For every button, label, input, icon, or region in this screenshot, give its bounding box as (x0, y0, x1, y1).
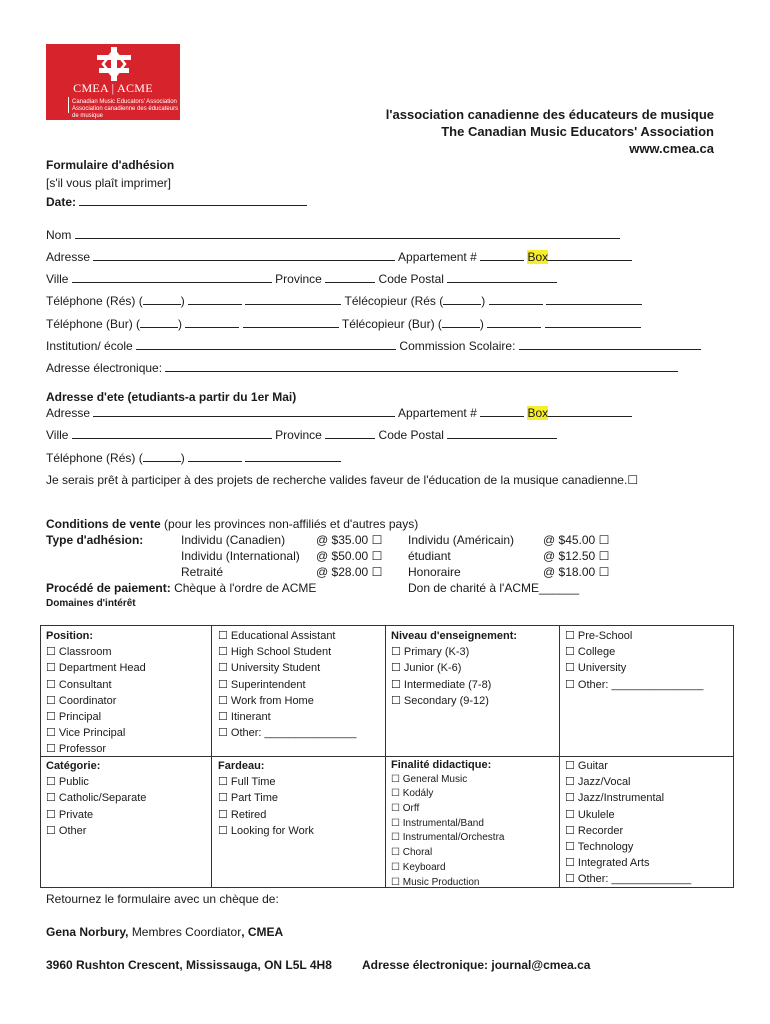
checkbox-item[interactable]: ☐ Keyboard (391, 861, 446, 873)
association-header (386, 106, 714, 157)
checkbox-item[interactable]: ☐ Full Time (218, 776, 276, 789)
fardeau-cell: Fardeau: ☐ Full Time ☐ Part Time ☐ Retired ☐ Looking for Work (218, 758, 314, 839)
checkbox-item[interactable]: ☐ Junior (K-6) (391, 662, 462, 675)
box-label: Box (527, 250, 549, 264)
appartement-line[interactable] (480, 249, 524, 261)
checkbox[interactable]: ☐ (371, 549, 383, 563)
membership-option[interactable]: Retraité (181, 565, 224, 579)
finalite-cell: Finalité didactique: ☐ General Music ☐ Kodály ☐ Orff ☐ Instrumental/Band ☐ Instrumental/Orchestra ☐ Choral ☐ Keyboard ☐ Music Production (391, 758, 504, 890)
email-row[interactable]: Adresse électronique: (46, 360, 678, 375)
membership-option[interactable]: étudiant (408, 549, 451, 563)
position-cell: Position: ☐ Classroom ☐ Department Head ☐ Consultant ☐ Coordinator ☐ Principal ☐ Vice Principal ☐ Professor (46, 628, 146, 758)
niveau2-cell (565, 628, 703, 693)
cmea-logo (46, 44, 180, 120)
membership-price[interactable]: @ $28.00 ☐ (316, 565, 383, 579)
type-label: Type d'adhésion: (46, 533, 144, 547)
checkbox-item[interactable]: ☐ Principal (46, 710, 102, 723)
logo-divider (68, 97, 69, 113)
interest-table (40, 625, 734, 888)
niveau-cell: Niveau d'enseignement: ☐ Primary (K-3) ☐ Junior (K-6) ☐ Intermediate (7-8) ☐ Secondary (9-12) (391, 628, 517, 709)
checkbox-item[interactable]: ☐ Technology (565, 840, 634, 853)
checkbox-item[interactable]: ☐ Guitar (565, 760, 608, 772)
header-french: l'association canadienne des éducateurs de musique (385, 107, 714, 122)
logo-subtitle: Canadian Music Educators' Association Association canadienne des éducateurs de musique (72, 99, 179, 119)
institution-line[interactable] (136, 338, 396, 350)
checkbox[interactable]: ☐ (598, 533, 610, 547)
categorie-cell: Catégorie: ☐ Public ☐ Catholic/Separate ☐ Private ☐ Other (46, 758, 146, 839)
membership-price[interactable]: @ $35.00 ☐ (316, 533, 383, 547)
checkbox-item[interactable]: ☐ Recorder (565, 824, 624, 837)
contact-line: Gena Norbury, Membres Coordiator, CMEA (46, 925, 284, 939)
date-line[interactable] (79, 194, 307, 206)
box-line[interactable] (548, 249, 632, 261)
checkbox-item[interactable]: ☐ Other: _____________ (565, 873, 692, 886)
checkbox-item[interactable]: ☐ Part Time (218, 792, 278, 805)
header-url[interactable]: www.cmea.ca (629, 141, 714, 156)
membership-option[interactable]: Individu (Américain) (408, 533, 515, 547)
checkbox-item[interactable]: ☐ University (565, 662, 627, 675)
maple-star-icon (95, 47, 133, 81)
contact-email[interactable]: Adresse électronique: journal@cmea.ca (362, 958, 591, 972)
membership-option[interactable]: Honoraire (408, 565, 461, 579)
checkbox-item[interactable]: ☐ Superintendent (218, 678, 306, 691)
conditions-heading: Conditions de vente (pour les provinces non-affiliés et d'autres pays) (46, 517, 419, 531)
date-row[interactable]: Date: (46, 194, 307, 209)
donation-field[interactable]: Don de charité à l'ACME______ (408, 581, 580, 595)
research-consent[interactable]: Je serais prêt à participer à des projets de recherche valides faveur de l'éducation de la musique canadienne.☐ (46, 473, 639, 487)
checkbox-item[interactable]: ☐ Intermediate (7-8) (391, 678, 492, 691)
membership-price[interactable]: @ $18.00 ☐ (543, 565, 610, 579)
ville-line[interactable] (72, 271, 272, 283)
checkbox-item[interactable]: ☐ Orff (391, 803, 420, 815)
checkbox-item[interactable]: ☐ Music Production (391, 876, 480, 888)
checkbox-item[interactable]: ☐ Vice Principal (46, 727, 126, 740)
summer-box-label: Box (527, 406, 549, 420)
return-instructions: Retournez le formulaire avec un chèque de: (46, 892, 279, 906)
print-note: [s'il vous plaît imprimer] (46, 176, 171, 190)
checkbox-item[interactable]: ☐ Primary (K-3) (391, 646, 470, 659)
checkbox[interactable]: ☐ (598, 565, 610, 579)
mailing-address: 3960 Rushton Crescent, Mississauga, ON L5L 4H8 (46, 958, 332, 972)
checkbox-item[interactable]: ☐ General Music (391, 773, 468, 785)
email-line[interactable] (165, 360, 678, 372)
summer-adresse-row[interactable]: Adresse Appartement # Box (46, 405, 632, 420)
checkbox[interactable]: ☐ (627, 473, 639, 487)
membership-price[interactable]: @ $12.50 ☐ (543, 549, 610, 563)
code-postal-line[interactable] (447, 271, 557, 283)
tel-res-row[interactable]: Téléphone (Rés) ( ) Télécopieur (Rés ( ) (46, 293, 642, 308)
checkbox-item[interactable]: ☐ Other: _______________ (218, 727, 357, 740)
summer-ville-row[interactable]: Ville Province Code Postal (46, 427, 557, 442)
checkbox-item[interactable]: ☐ Classroom (46, 646, 112, 659)
form-title: Formulaire d'adhésion (46, 158, 175, 172)
logo-wordmark: CMEA | ACME (73, 81, 153, 95)
position2-cell (218, 628, 356, 741)
checkbox-item[interactable]: ☐ Choral (391, 847, 433, 859)
tel-bur-row[interactable]: Téléphone (Bur) ( ) Télécopieur (Bur) ( ) (46, 316, 641, 331)
adresse-line[interactable] (93, 249, 395, 261)
institution-row[interactable]: Institution/ école Commission Scolaire: (46, 338, 701, 353)
checkbox-item[interactable]: ☐ High School Student (218, 646, 332, 659)
finalite2-cell (565, 758, 691, 888)
checkbox-item[interactable]: ☐ Integrated Arts (565, 857, 650, 870)
header-english: The Canadian Music Educators' Association (441, 124, 714, 139)
membership-option[interactable]: Individu (International) (181, 549, 300, 563)
membership-option[interactable]: Individu (Canadien) (181, 533, 286, 547)
checkbox-item[interactable]: ☐ Professor (46, 743, 106, 756)
checkbox-item[interactable]: ☐ Instrumental/Orchestra (391, 832, 505, 844)
province-line[interactable] (325, 271, 375, 283)
summer-heading: Adresse d'ete (etudiants-a partir du 1er Mai) (46, 390, 297, 404)
nom-row[interactable]: Nom (46, 227, 620, 242)
membership-price[interactable]: @ $50.00 ☐ (316, 549, 383, 563)
checkbox-item[interactable]: ☐ Coordinator (46, 694, 117, 707)
checkbox-item[interactable]: ☐ Kodály (391, 788, 434, 800)
summer-tel-row[interactable]: Téléphone (Rés) ( ) (46, 450, 341, 465)
checkbox-item[interactable]: ☐ Department Head (46, 662, 146, 675)
checkbox[interactable]: ☐ (598, 549, 610, 563)
checkbox-item[interactable]: ☐ Jazz/Instrumental (565, 792, 665, 805)
checkbox-item[interactable]: ☐ Secondary (9-12) (391, 694, 489, 707)
checkbox-item[interactable]: ☐ Private (46, 808, 94, 821)
checkbox-item[interactable]: ☐ Public (46, 776, 89, 789)
checkbox-item[interactable]: ☐ Consultant (46, 678, 112, 691)
domaines-heading: Domaines d'intérêt (46, 598, 136, 609)
nom-line[interactable] (75, 227, 620, 239)
checkbox-item[interactable]: ☐ Instrumental/Band (391, 817, 484, 829)
checkbox-item[interactable]: ☐ Educational Assistant (218, 630, 336, 642)
checkbox-item[interactable]: ☐ Jazz/Vocal (565, 776, 631, 789)
commission-line[interactable] (519, 338, 701, 350)
checkbox-item[interactable]: ☐ Itinerant (218, 710, 271, 723)
checkbox-item[interactable]: ☐ Retired (218, 808, 267, 821)
checkbox-item[interactable]: ☐ Work from Home (218, 694, 314, 707)
checkbox[interactable]: ☐ (371, 565, 383, 579)
checkbox[interactable]: ☐ (371, 533, 383, 547)
checkbox-item[interactable]: ☐ Pre-School (565, 630, 633, 642)
checkbox-item[interactable]: ☐ Other: _______________ (565, 678, 704, 691)
membership-price[interactable]: @ $45.00 ☐ (543, 533, 610, 547)
ville-row[interactable]: Ville Province Code Postal (46, 271, 557, 286)
payment-row: Procédé de paiement: Chèque à l'ordre de ACME (46, 581, 317, 595)
checkbox-item[interactable]: ☐ Catholic/Separate (46, 792, 147, 805)
checkbox-item[interactable]: ☐ College (565, 646, 616, 659)
checkbox-item[interactable]: ☐ Other (46, 824, 87, 837)
checkbox-item[interactable]: ☐ Ukulele (565, 808, 615, 821)
checkbox-item[interactable]: ☐ University Student (218, 662, 321, 675)
checkbox-item[interactable]: ☐ Looking for Work (218, 824, 314, 837)
adresse-row[interactable]: Adresse Appartement # Box (46, 249, 632, 264)
